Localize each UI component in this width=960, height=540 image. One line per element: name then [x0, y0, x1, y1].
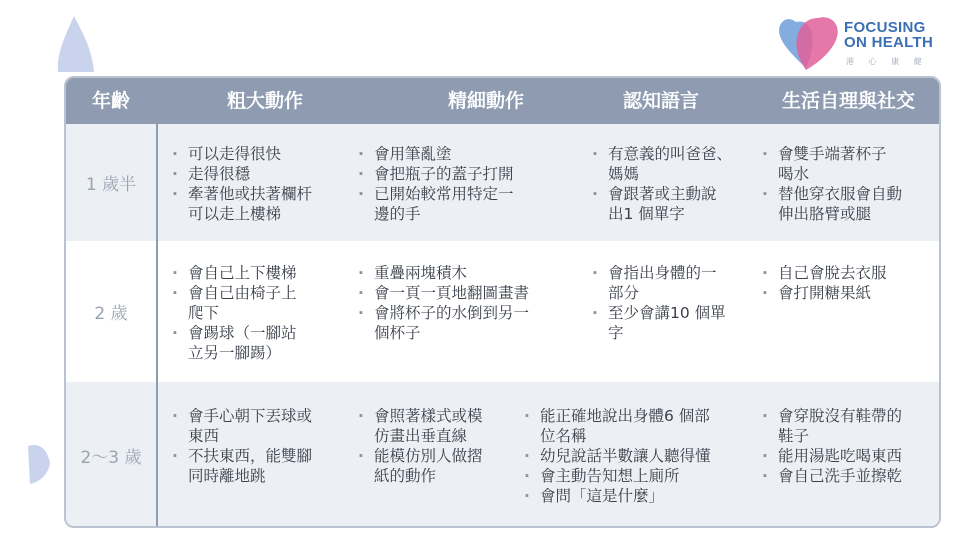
- list-item: · 已開始較常用特定一 邊的手: [358, 184, 583, 224]
- age-cell: 2 歲: [94, 304, 128, 324]
- development-milestones-table: [64, 76, 941, 528]
- logo-line-2: ON HEALTH: [844, 34, 934, 51]
- list-item: · 會指出身體的一 部分: [592, 263, 762, 303]
- cognitive-language-cell: [592, 144, 762, 224]
- list-item: · 會打開糖果紙: [762, 283, 938, 303]
- list-item: · 能模仿別人做摺 紙的動作: [358, 446, 518, 486]
- list-item: · 會自己由椅子上 爬下: [172, 283, 362, 323]
- header-gross-motor: 粗大動作: [226, 90, 303, 112]
- list-item: · 會照著樣式或模 仿畫出垂直線: [358, 406, 518, 446]
- list-item: · 至少會講10 個單 字: [592, 303, 762, 343]
- list-item: · 會穿脫沒有鞋帶的 鞋子: [762, 406, 938, 446]
- logo-line-1: FOCUSING: [844, 19, 926, 36]
- fine-motor-cell: [358, 406, 518, 486]
- list-item: · 不扶東西，能雙腳 同時離地跳: [172, 446, 347, 486]
- table-row: [66, 382, 939, 528]
- fine-motor-cell: [358, 144, 583, 224]
- cognitive-language-cell: [524, 406, 759, 506]
- list-item: · 會跟著或主動說 出1 個單字: [592, 184, 762, 224]
- logo-subtitle: 港 心 康 健: [846, 57, 928, 66]
- table-row: [66, 124, 939, 241]
- list-item: · 幼兒說話半數讓人聽得懂: [524, 446, 759, 466]
- list-item: · 會自己上下樓梯: [172, 263, 362, 283]
- focusing-on-health-logo: [776, 14, 946, 74]
- self-care-social-cell: [762, 263, 938, 303]
- header-fine-motor: 精細動作: [447, 90, 524, 112]
- gross-motor-cell: [172, 263, 362, 363]
- self-care-social-cell: [762, 144, 938, 224]
- decorative-leaf-shape-bottom: [26, 438, 66, 488]
- heart-logo-icon: [776, 14, 842, 74]
- decorative-leaf-shape-top: [48, 12, 108, 82]
- list-item: · 會用筆亂塗: [358, 144, 583, 164]
- list-item: · 會雙手端著杯子 喝水: [762, 144, 938, 184]
- header-cognitive-language: 認知語言: [622, 90, 699, 112]
- list-item: · 牽著他或扶著欄杆 可以走上樓梯: [172, 184, 362, 224]
- table-header: [66, 78, 939, 124]
- list-item: · 會手心朝下丟球或 東西: [172, 406, 347, 446]
- cognitive-language-cell: [592, 263, 762, 343]
- header-age: 年齡: [91, 90, 130, 112]
- header-self-care-social: 生活自理與社交: [781, 90, 915, 112]
- list-item: · 能正確地說出身體6 個部 位名稱: [524, 406, 759, 446]
- table-row: [66, 241, 939, 382]
- list-item: · 替他穿衣服會自動 伸出胳臂或腿: [762, 184, 938, 224]
- list-item: · 可以走得很快: [172, 144, 362, 164]
- gross-motor-cell: [172, 144, 362, 224]
- list-item: · 會踢球（一腳站 立另一腳踢）: [172, 323, 362, 363]
- list-item: · 有意義的叫爸爸、 媽媽: [592, 144, 762, 184]
- list-item: · 會自己洗手並擦乾: [762, 466, 938, 486]
- age-cell: 2～3 歲: [80, 447, 142, 468]
- self-care-social-cell: [762, 406, 938, 486]
- fine-motor-cell: [358, 263, 583, 343]
- gross-motor-cell: [172, 406, 347, 486]
- list-item: · 走得很穩: [172, 164, 362, 184]
- list-item: · 會將杯子的水倒到另一 個杯子: [358, 303, 583, 343]
- list-item: · 會主動告知想上廁所: [524, 466, 759, 486]
- list-item: · 會問「這是什麼」: [524, 486, 759, 506]
- age-column-divider: [156, 124, 158, 528]
- age-cell: 1 歲半: [85, 175, 137, 195]
- list-item: · 能用湯匙吃喝東西: [762, 446, 938, 466]
- list-item: · 會一頁一頁地翻圖畫書: [358, 283, 583, 303]
- logo-wordmark: [844, 20, 933, 50]
- list-item: · 會把瓶子的蓋子打開: [358, 164, 583, 184]
- list-item: · 自己會脫去衣服: [762, 263, 938, 283]
- list-item: · 重疊兩塊積木: [358, 263, 583, 283]
